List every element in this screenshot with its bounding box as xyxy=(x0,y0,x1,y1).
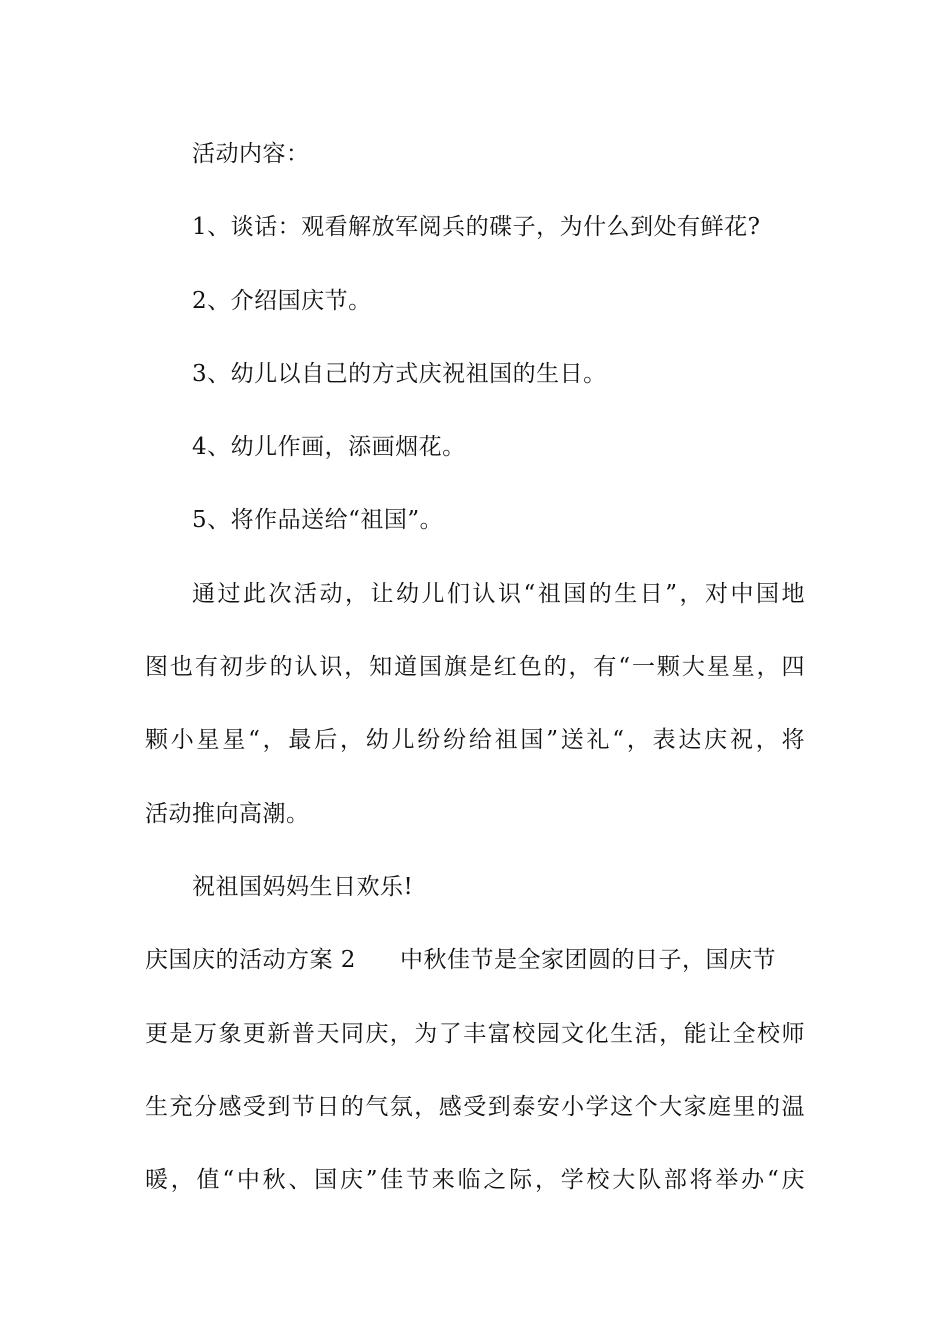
paragraph-line: 暖，值“中秋、国庆”佳节来临之际，学校大队部将举办“庆 xyxy=(145,1167,805,1194)
plan2-first-line xyxy=(145,936,805,1009)
closing-wish: 祝祖国妈妈生日欢乐! xyxy=(192,873,414,900)
list-item: 3、幼儿以自己的方式庆祝祖国的生日。 xyxy=(192,360,607,387)
paragraph-line: 通过此次活动，让幼儿们认识“祖国的生日”，对中国地 xyxy=(192,580,805,607)
section-heading: 活动内容： xyxy=(192,141,310,167)
paragraph-line: 活动推向高潮。 xyxy=(145,800,310,827)
plan2-first-text: 中秋佳节是全家团圆的日子，国庆节 xyxy=(399,947,776,974)
plan2-title: 庆国庆的活动方案 2 xyxy=(145,947,356,974)
paragraph-line: 更是万象更新普天同庆，为了丰富校园文化生活，能让全校师 xyxy=(145,1020,805,1047)
list-item: 2、介绍国庆节。 xyxy=(192,287,372,314)
paragraph-line: 生充分感受到节日的气氛，感受到泰安小学这个大家庭里的温 xyxy=(145,1093,805,1120)
list-item: 1、谈话：观看解放军阅兵的碟子，为什么到处有鲜花? xyxy=(192,214,761,241)
list-item: 5、将作品送给“祖国”。 xyxy=(192,507,444,534)
list-item: 4、幼儿作画，添画烟花。 xyxy=(192,434,466,461)
paragraph-line: 图也有初步的认识，知道国旗是红色的，有“一颗大星星，四 xyxy=(145,654,805,681)
document-body xyxy=(145,130,805,1229)
paragraph-line: 颗小星星“，最后，幼儿纷纷给祖国”送礼“，表达庆祝，将 xyxy=(145,727,805,754)
